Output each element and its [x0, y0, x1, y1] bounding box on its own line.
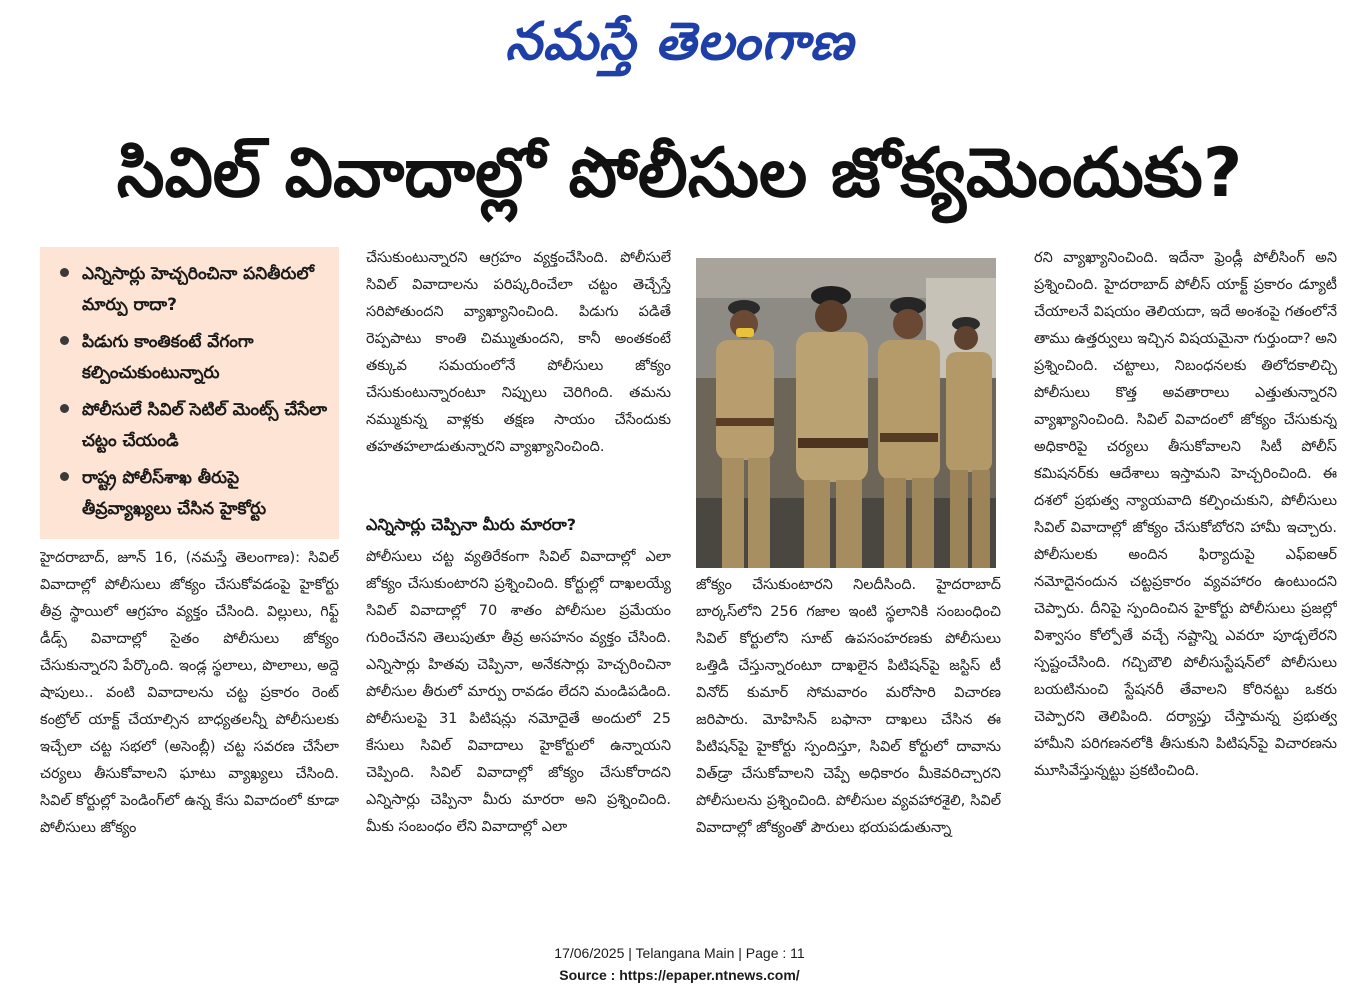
article-subheading: ఎన్నిసార్లు చెప్పినా మీరు మారరా? [366, 515, 577, 534]
highlight-item [60, 259, 331, 321]
highlight-text: ఎన్నిసార్లు హెచ్చరించినా పనితీరులో మార్పు రాదా? [82, 264, 314, 315]
highlights-box [40, 247, 339, 539]
highlight-text: పోలీసులే సివిల్ సెటిల్ మెంట్స్ చేసేలా చట్టం చేయండి [82, 400, 328, 451]
bullet-icon [60, 404, 69, 413]
highlight-text: రాష్ట్ర పోలీస్‌శాఖ తీరుపై తీవ్రవ్యాఖ్యలు చేసిన హైకోర్టు [82, 468, 267, 519]
highlight-item [60, 463, 331, 525]
highlight-item [60, 327, 331, 389]
article-column-1 [40, 545, 339, 915]
bullet-icon [60, 336, 69, 345]
masthead-logo: నమస్తే తెలంగాణ [505, 12, 854, 72]
highlight-text: పిడుగు కాంతికంటే వేగంగా కల్పించుకుంటున్నారు [82, 332, 254, 383]
police-photo-illustration [696, 258, 996, 568]
article-paragraph: పోలీసులు చట్ట వ్యతిరేకంగా సివిల్ వివాదాల్లో ఎలా జోక్యం చేసుకుంటారని ప్రశ్నించింది. కోర్టుల్లో దాఖలయ్యే సివిల్ వివాదాల్లో 70 శాతం పోలీసుల ప్రమేయం గురించేనని తెలుపుతూ తీవ్ర అసహనం వ్యక్తం చేసింది. ఎన్నిసార్లు హితవు చెప్పినా, అనేకసార్లు హెచ్చరించినా పోలీసుల తీరులో మార్పు రావడం లేదని మండిపడింది. పోలీసులపై 31 పిటిషన్లు నమోదైతే అందులో 25 కేసులు సివిల్ వివాదాలు హైకోర్టులో ఉన్నాయని చెప్పింది. సివిల్ వివాదాల్లో జోక్యం చేసుకోరాదని ఎన్నిసార్లు చెప్పినా మీరు మారరా అని ప్రశ్నించింది. మీకు సంబంధం లేని వివాదాల్లో ఎలా [366, 549, 671, 835]
page-footer [0, 942, 1359, 986]
article-paragraph: హైదరాబాద్, జూన్ 16, (నమస్తే తెలంగాణ): సివిల్ వివాదాల్లో పోలీసులు జోక్యం చేసుకోవడంపై హైకోర్టు తీవ్ర స్థాయిలో ఆగ్రహం వ్యక్తం చేసింది. విల్లులు, గిఫ్ట్ డీడ్స్ వివాదాల్లో సైతం పోలీసులు జోక్యం చేసుకున్నారని పేర్కొంది. ఇండ్ల స్థలాలు, పొలాలు, అద్దె షాపులు.. వంటి వివాదాలను చట్ట ప్రకారం రెంట్ కంట్రోల్ యాక్ట్ చేయాల్సిన బాధ్యతలన్నీ పోలీసులకు ఇచ్చేలా చట్ట సభలో (అసెంబ్లీ) చట్ట సవరణ చేసేలా చర్యలు తీసుకోవాలని ఘాటు వ్యాఖ్యలు చేసింది. సివిల్ కోర్టుల్లో పెండింగ్‌లో ఉన్న కేసు వివాదంలో కూడా పోలీసులు జోక్యం [40, 550, 339, 836]
article-paragraph: రని వ్యాఖ్యానించింది. ఇదేనా ఫ్రెండ్లీ పోలీసింగ్ అని ప్రశ్నించింది. హైదరాబాద్ పోలీస్ యాక్ట్ ప్రకారం డ్యూటీ చేయాలనే విషయం తెలియదా, ఇదే అంశంపై గతంలోనే తాము ఉత్తర్వులు ఇచ్చిన విషయమైనా గుర్తుందా? అని ప్రశ్నించింది. చట్టాలు, నిబంధనలకు తిలోదకాలిచ్చి పోలీసులు కొత్త అవతారాలు ఎత్తుతున్నారని వ్యాఖ్యానించింది. సివిల్ వివాదంలో జోక్యం చేసుకున్న అధికారిపై చర్యలు తీసుకోవాలని సిటీ పోలీస్ కమిషనర్‌కు ఆదేశాలు ఇస్తామని హెచ్చరించింది. ఈ దశలో ప్రభుత్వ న్యాయవాది కల్పించుకుని, పోలీసులు సివిల్ వివాదాల్లో జోక్యం చేసుకోబోరని హామీ ఇచ్చారు. పోలీసులకు అందిన ఫిర్యాదుపై ఎఫ్ఐఆర్ నమోదైనందున చట్టప్రకారం వ్యవహారం ఉంటుందని చెప్పారు. దీనిపై స్పందించిన హైకోర్టు పోలీసులు ప్రజల్లో విశ్వాసం కోల్పోతే వచ్చే నష్టాన్ని ఎవరూ పూడ్చలేరని స్పష్టంచేసింది. గచ్చిబౌలి పోలీసుస్టేషన్‌లో పోలీసులు బయటినుంచి స్టేషనరీ తేవాలని కోరినట్టు ఒకరు చెప్పారని తెలిపింది. దర్యాప్తు చేస్తామన్న ప్రభుత్వ హామీని పరిగణనలోకి తీసుకుని పిటిషన్‌పై విచారణను మూసివేస్తున్నట్టు ప్రకటించింది. [1034, 250, 1337, 779]
news-photo-police-officers [696, 258, 996, 568]
article-paragraph: చేసుకుంటున్నారని ఆగ్రహం వ్యక్తంచేసింది. పోలీసులే సివిల్ వివాదాలను పరిష్కరించేలా చట్టం తెచ్చేస్తే సరిపోతుందని వ్యాఖ్యానించింది. పిడుగు పడితే రెప్పపాటు కాంతి చిమ్ముతుందని, కానీ అంతకంటే తక్కువ సమయంలోనే పోలీసులు జోక్యం చేసుకుంటున్నారంటూ నిప్పులు చెరిగింది. తమను నమ్ముకున్న వాళ్లకు తక్షణ సాయం చేసేందుకు తహతహలాడుతున్నారని వ్యాఖ్యానించింది. [366, 250, 671, 455]
article-column-4 [1034, 245, 1337, 915]
footer-source-link[interactable]: Source : https://epaper.ntnews.com/ [559, 967, 800, 983]
article-column-2-top [366, 245, 671, 507]
bullet-icon [60, 268, 69, 277]
footer-date-edition: 17/06/2025 | Telangana Main | Page : 11 [554, 945, 805, 961]
bullet-icon [60, 472, 69, 481]
article-column-2-bottom [366, 544, 671, 914]
headline: సివిల్ వివాదాల్లో పోలీసుల జోక్యమెందుకు? [116, 134, 1243, 213]
article-paragraph: జోక్యం చేసుకుంటారని నిలదీసింది. హైదరాబాద్ బార్కస్‌లోని 256 గజాల ఇంటి స్థలానికి సంబంధించి సివిల్ కోర్టులోని సూట్ ఉపసంహరణకు పోలీసులు ఒత్తిడి చేస్తున్నారంటూ దాఖలైన పిటిషన్‌పై జస్టిస్ టీ వినోద్ కుమార్ సోమవారం మరోసారి విచారణ జరిపారు. మోహిసిన్ బఫానా దాఖలు చేసిన ఈ పిటిషన్‌పై హైకోర్టు స్పందిస్తూ, సివిల్ కోర్టులో దావాను విత్‌డ్రా చేసుకోవాలని చెప్పే అధికారం మీకెవరిచ్చారని పోలీసులను ప్రశ్నించింది. పోలీసుల వ్యవహారశైలి, సివిల్ వివాదాల్లో జోక్యంతో పౌరులు భయపడుతున్నా [696, 577, 1001, 836]
highlight-item [60, 395, 331, 457]
article-column-3 [696, 572, 1001, 914]
